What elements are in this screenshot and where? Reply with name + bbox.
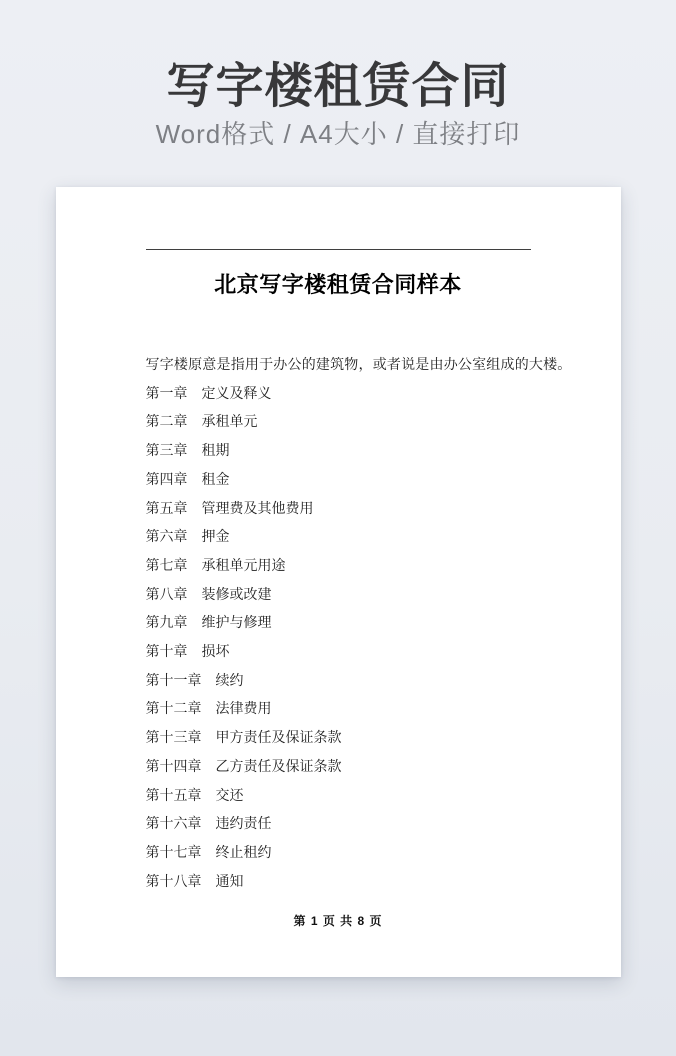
chapter-title: 法律费用 xyxy=(215,700,272,717)
toc-row xyxy=(146,867,531,896)
chapter-title: 甲方责任及保证条款 xyxy=(215,729,342,746)
toc-row xyxy=(146,407,531,436)
chapter-title: 交还 xyxy=(215,786,244,803)
toc-row xyxy=(146,379,531,408)
chapter-number: 第十八章 xyxy=(145,872,202,889)
chapter-number: 第十四章 xyxy=(145,757,202,774)
chapter-title: 续约 xyxy=(215,671,244,688)
promo-subtitle: Word格式 / A4大小 / 直接打印 xyxy=(155,119,521,149)
toc-row xyxy=(146,637,531,666)
chapter-number: 第十二章 xyxy=(145,700,202,717)
toc-row xyxy=(146,752,531,781)
chapter-number: 第七章 xyxy=(145,556,188,573)
chapter-title: 承租单元用途 xyxy=(201,556,286,573)
toc-row xyxy=(146,580,531,609)
toc-row xyxy=(146,522,531,551)
chapter-number: 第九章 xyxy=(145,614,188,631)
toc-list xyxy=(145,350,572,895)
chapter-title: 通知 xyxy=(215,872,244,889)
toc-row xyxy=(146,838,531,867)
chapter-title: 承租单元 xyxy=(201,413,258,430)
toc-row xyxy=(146,608,531,637)
document-page xyxy=(56,187,621,977)
chapter-title: 押金 xyxy=(201,528,230,545)
chapter-title: 租期 xyxy=(201,442,230,459)
chapter-number: 第四章 xyxy=(145,470,188,487)
chapter-number: 第十六章 xyxy=(145,815,202,832)
chapter-title: 装修或改建 xyxy=(201,585,272,602)
toc-row xyxy=(146,666,531,695)
title-divider-line xyxy=(146,249,531,250)
chapter-title: 乙方责任及保证条款 xyxy=(215,757,342,774)
toc-row xyxy=(146,465,531,494)
chapter-number: 第十一章 xyxy=(145,671,202,688)
toc-row xyxy=(146,694,531,723)
toc-row xyxy=(146,781,531,810)
chapter-title: 损坏 xyxy=(201,643,230,660)
chapter-title: 租金 xyxy=(201,470,230,487)
chapter-number: 第六章 xyxy=(145,528,188,545)
toc-row xyxy=(146,723,531,752)
chapter-number: 第二章 xyxy=(145,413,188,430)
chapter-number: 第八章 xyxy=(145,585,188,602)
toc-row xyxy=(146,551,531,580)
chapter-title: 维护与修理 xyxy=(201,614,272,631)
page-number-footer: 第 1 页 共 8 页 xyxy=(293,914,383,928)
chapter-number: 第十五章 xyxy=(145,786,202,803)
chapter-title: 终止租约 xyxy=(215,843,272,860)
chapter-number: 第一章 xyxy=(145,384,188,401)
promo-title: 写字楼租赁合同 xyxy=(166,60,510,113)
chapter-title: 定义及释义 xyxy=(201,384,272,401)
toc-row xyxy=(146,809,531,838)
chapter-number: 第十章 xyxy=(145,643,188,660)
chapter-number: 第五章 xyxy=(145,499,188,516)
document-title: 北京写字楼租赁合同样本 xyxy=(214,272,462,297)
chapter-title: 管理费及其他费用 xyxy=(201,499,314,516)
intro-paragraph: 写字楼原意是指用于办公的建筑物，或者说是由办公室组成的大楼。 xyxy=(145,356,572,372)
chapter-number: 第十三章 xyxy=(145,729,202,746)
toc-row xyxy=(146,436,531,465)
chapter-number: 第三章 xyxy=(145,442,188,459)
chapter-number: 第十七章 xyxy=(145,843,202,860)
promo-header xyxy=(0,0,676,152)
chapter-title: 违约责任 xyxy=(215,815,272,832)
toc-row xyxy=(146,494,531,523)
